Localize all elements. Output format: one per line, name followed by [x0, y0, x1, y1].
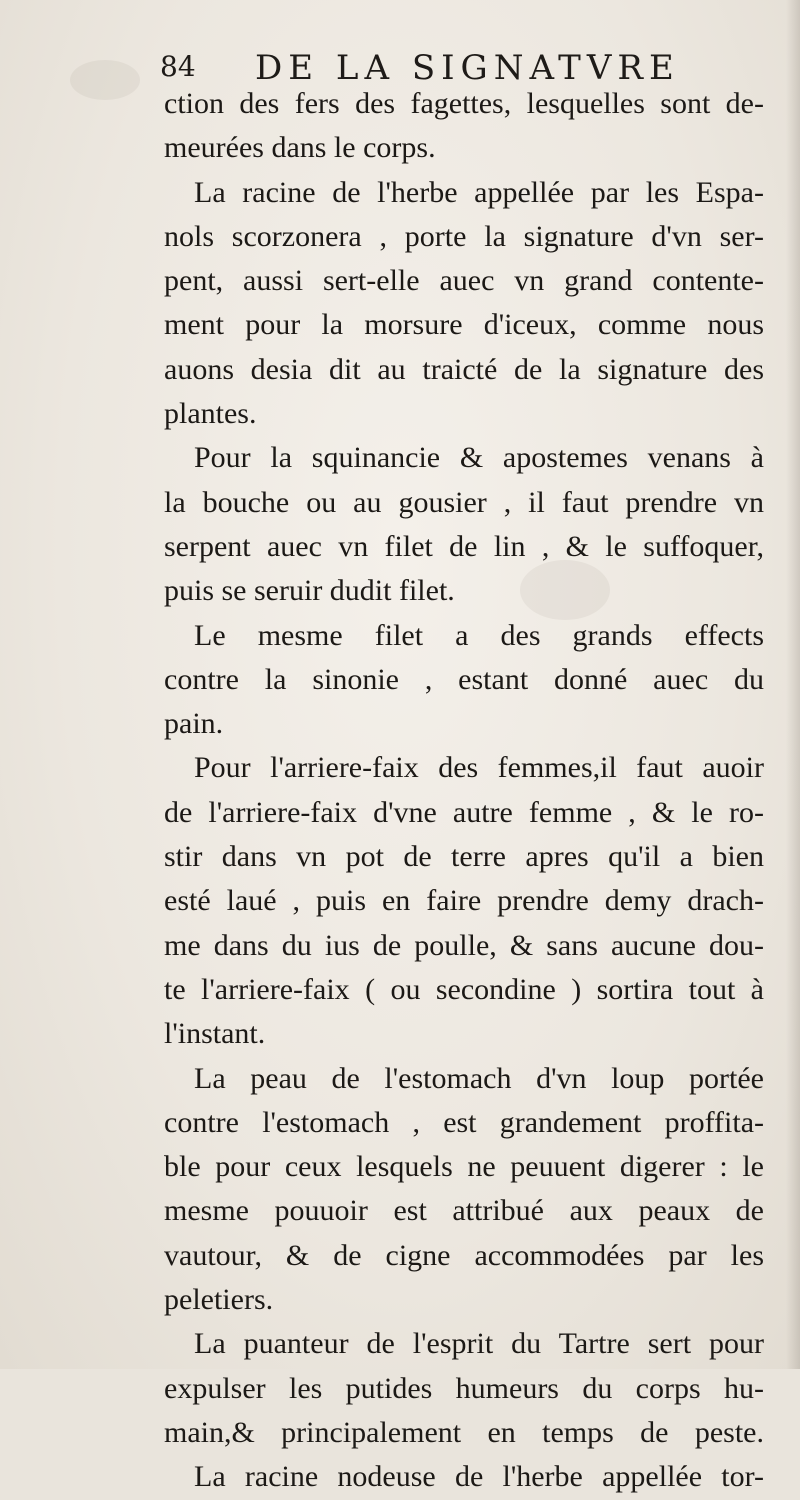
- text-line: pent, aussi sert-elle auec vn grand contente-: [164, 264, 764, 298]
- text-line: mesme pouuoir est attribué aux peaux de: [164, 1194, 764, 1228]
- running-head: DE LA SIGNATVRE: [255, 48, 680, 88]
- text-line: auons desia dit au traicté de la signature des: [164, 352, 764, 386]
- text-line: stir dans vn pot de terre apres qu'il a bien: [164, 840, 764, 874]
- body-text: [164, 82, 764, 1500]
- page-number: 84: [160, 50, 196, 83]
- text-line: Le mesme filet a des grands effects: [194, 618, 764, 652]
- text-line: La puanteur de l'esprit du Tartre sert pour: [194, 1327, 764, 1361]
- text-line: contre la sinonie , estant donné auec du: [164, 662, 764, 696]
- text-line: contre l'estomach , est grandement proffita-: [164, 1105, 764, 1139]
- text-line: pain.: [164, 707, 224, 741]
- text-line: puis se seruir dudit filet.: [164, 574, 455, 608]
- text-line: Pour l'arriere-faix des femmes,il faut auoir: [194, 751, 764, 785]
- text-line: esté laué , puis en faire prendre demy drach-: [164, 884, 764, 918]
- text-line: expulser les putides humeurs du corps hu-: [164, 1371, 764, 1405]
- text-line: me dans du ius de poulle, & sans aucune dou-: [164, 928, 764, 962]
- text-line: l'instant.: [164, 1017, 266, 1051]
- paper-stain: [70, 60, 140, 100]
- text-line: ment pour la morsure d'iceux, comme nous: [164, 308, 764, 342]
- text-line: la bouche ou au gousier , il faut prendre vn: [164, 485, 764, 519]
- text-line: serpent auec vn filet de lin , & le suffoquer,: [164, 529, 764, 563]
- text-line: de l'arriere-faix d'vne autre femme , & le ro-: [164, 795, 764, 829]
- text-line: plantes.: [164, 397, 257, 431]
- text-line: Pour la squinancie & apostemes venans à: [194, 441, 764, 475]
- text-line: meurées dans le corps.: [164, 131, 436, 165]
- text-line: ble pour ceux lesquels ne peuuent digerer : le: [164, 1150, 764, 1184]
- text-line: ction des fers des fagettes, lesquelles sont de-: [164, 87, 764, 120]
- text-line: nols scorzonera , porte la signature d'vn ser-: [164, 219, 764, 253]
- text-line: main,& principalement en temps de peste.: [164, 1415, 764, 1449]
- page-edge-shadow: [786, 0, 800, 1369]
- text-line: vautour, & de cigne accommodées par les: [164, 1238, 764, 1272]
- text-line: te l'arriere-faix ( ou secondine ) sortira tout à: [164, 972, 764, 1006]
- text-line: La racine nodeuse de l'herbe appellée tor-: [194, 1460, 764, 1494]
- text-line: La peau de l'estomach d'vn loup portée: [194, 1061, 764, 1095]
- text-line: La racine de l'herbe appellée par les Espa-: [194, 175, 764, 209]
- text-line: peletiers.: [164, 1283, 274, 1317]
